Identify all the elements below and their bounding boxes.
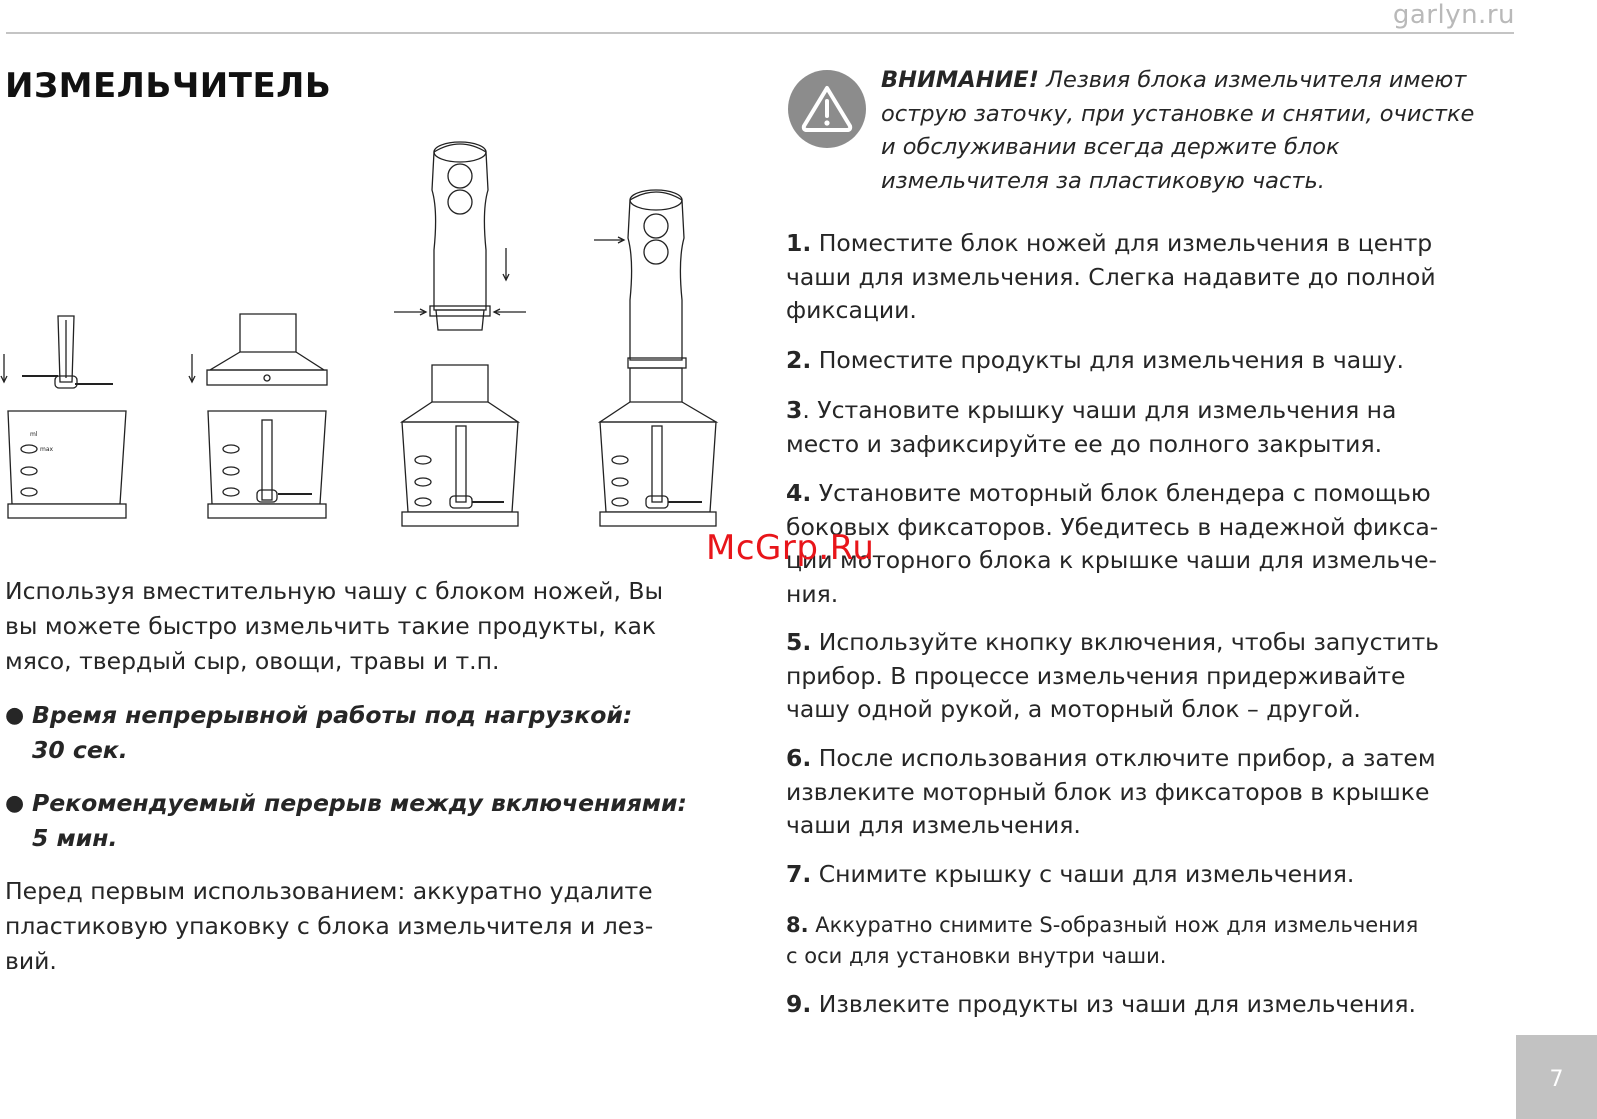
step4-assembled-illustration xyxy=(594,190,716,526)
page-number: 7 xyxy=(1549,1067,1564,1092)
bullet-dot-icon: ● xyxy=(5,791,25,816)
before-use-line: вий. xyxy=(5,947,57,975)
step-text: Аккуратно снимите S-образный нож для измельчения xyxy=(808,913,1419,937)
step-line: извлеките моторный блок из фиксаторов в крышке xyxy=(786,777,1430,806)
step-item xyxy=(786,344,1404,378)
step-item xyxy=(786,626,1439,727)
step3-motor-illustration xyxy=(394,142,526,526)
step-text: . Установите крышку чаши для измельчения на xyxy=(802,396,1397,424)
page-title: ИЗМЕЛЬЧИТЕЛЬ xyxy=(5,66,332,106)
step-text: Установите моторный блок блендера с помощью xyxy=(811,479,1431,507)
step-number: 1. xyxy=(786,229,812,257)
step-text: Используйте кнопку включения, чтобы запустить xyxy=(811,628,1439,656)
bullet-line: 30 сек. xyxy=(32,736,128,764)
step-number: 8. xyxy=(786,913,809,937)
warning-icon xyxy=(788,70,866,148)
bullet-line: 5 мин. xyxy=(32,824,118,852)
bullet-line: Время непрерывной работы под нагрузкой: xyxy=(32,701,633,729)
step-line: прибор. В процессе измельчения придерживайте xyxy=(786,661,1406,690)
step-number: 3 xyxy=(786,396,803,424)
watermark: McGrp.Ru xyxy=(706,528,875,568)
step1-ml-label: ml xyxy=(30,431,38,438)
step-text: Поместите блок ножей для измельчения в центр xyxy=(811,229,1433,257)
warning-line: и обслуживании всегда держите блок xyxy=(881,134,1340,160)
step-text: Поместите продукты для измельчения в чашу. xyxy=(811,346,1404,374)
step-number: 9. xyxy=(786,990,812,1018)
intro-line: вы можете быстро измельчить такие продукты, как xyxy=(5,612,657,640)
step-line: фиксации. xyxy=(786,296,917,324)
bullet-dot-icon: ● xyxy=(5,703,25,728)
step-number: 2. xyxy=(786,346,812,374)
warning-label: ВНИМАНИЕ! xyxy=(881,67,1039,93)
step-line: боковых фиксаторов. Убедитесь в надежной фикса- xyxy=(786,512,1439,541)
bullet-item xyxy=(5,786,687,856)
warning-line: острую заточку, при установке и снятии, очистке xyxy=(881,100,1475,127)
step-number: 4. xyxy=(786,479,812,507)
step-text: Снимите крышку с чаши для измельчения. xyxy=(811,860,1355,888)
step-number: 7. xyxy=(786,860,812,888)
site-url: garlyn.ru xyxy=(1392,0,1515,30)
warning-first-line xyxy=(881,64,1474,98)
step-item xyxy=(786,227,1436,328)
bullet-item xyxy=(5,698,632,768)
intro-line: Используя вместительную чашу с блоком ножей, Вы xyxy=(5,577,664,605)
step-line: ния. xyxy=(786,579,839,608)
step-item xyxy=(786,477,1438,611)
step-text: После использования отключите прибор, а затем xyxy=(811,744,1436,772)
step-item xyxy=(786,988,1416,1022)
step-line: чашу одной рукой, а моторный блок – другой. xyxy=(786,695,1361,723)
step-line: чаши для измельчения. Слегка надавите до полной xyxy=(786,262,1436,291)
warning-line: измельчителя за пластиковую часть. xyxy=(881,167,1325,194)
before-use-paragraph xyxy=(5,874,653,979)
before-use-line: Перед первым использованием: аккуратно удалите xyxy=(5,877,653,905)
step1-blade-illustration xyxy=(1,316,126,518)
step-number: 6. xyxy=(786,744,812,772)
step-item xyxy=(786,742,1436,843)
assembly-illustration xyxy=(0,130,760,550)
step-number: 5. xyxy=(786,628,812,656)
step-line: ции моторного блока к крышке чаши для измельче- xyxy=(786,546,1438,574)
step-text: Извлеките продукты из чаши для измельчения. xyxy=(811,990,1417,1018)
step2-lid-illustration xyxy=(189,314,327,518)
intro-paragraph xyxy=(5,574,663,679)
step-item xyxy=(786,858,1354,892)
before-use-line: пластиковую упаковку с блока измельчителя и лез- xyxy=(5,912,654,940)
warning-text xyxy=(881,64,1474,198)
step-item xyxy=(786,394,1396,461)
step1-max-label: max xyxy=(40,446,54,453)
step-line: чаши для измельчения. xyxy=(786,811,1081,839)
intro-line: мясо, твердый сыр, овощи, травы и т.п. xyxy=(5,647,500,675)
header-rule xyxy=(6,32,1514,34)
warning-line: Лезвия блока измельчителя имеют xyxy=(1038,67,1467,93)
step-line: место и зафиксируйте ее до полного закрытия. xyxy=(786,429,1383,458)
step-item xyxy=(786,910,1418,972)
bullet-line: Рекомендуемый перерыв между включениями: xyxy=(32,789,687,817)
page-number-box xyxy=(1516,1035,1597,1119)
step-line: с оси для установки внутри чаши. xyxy=(786,944,1167,968)
